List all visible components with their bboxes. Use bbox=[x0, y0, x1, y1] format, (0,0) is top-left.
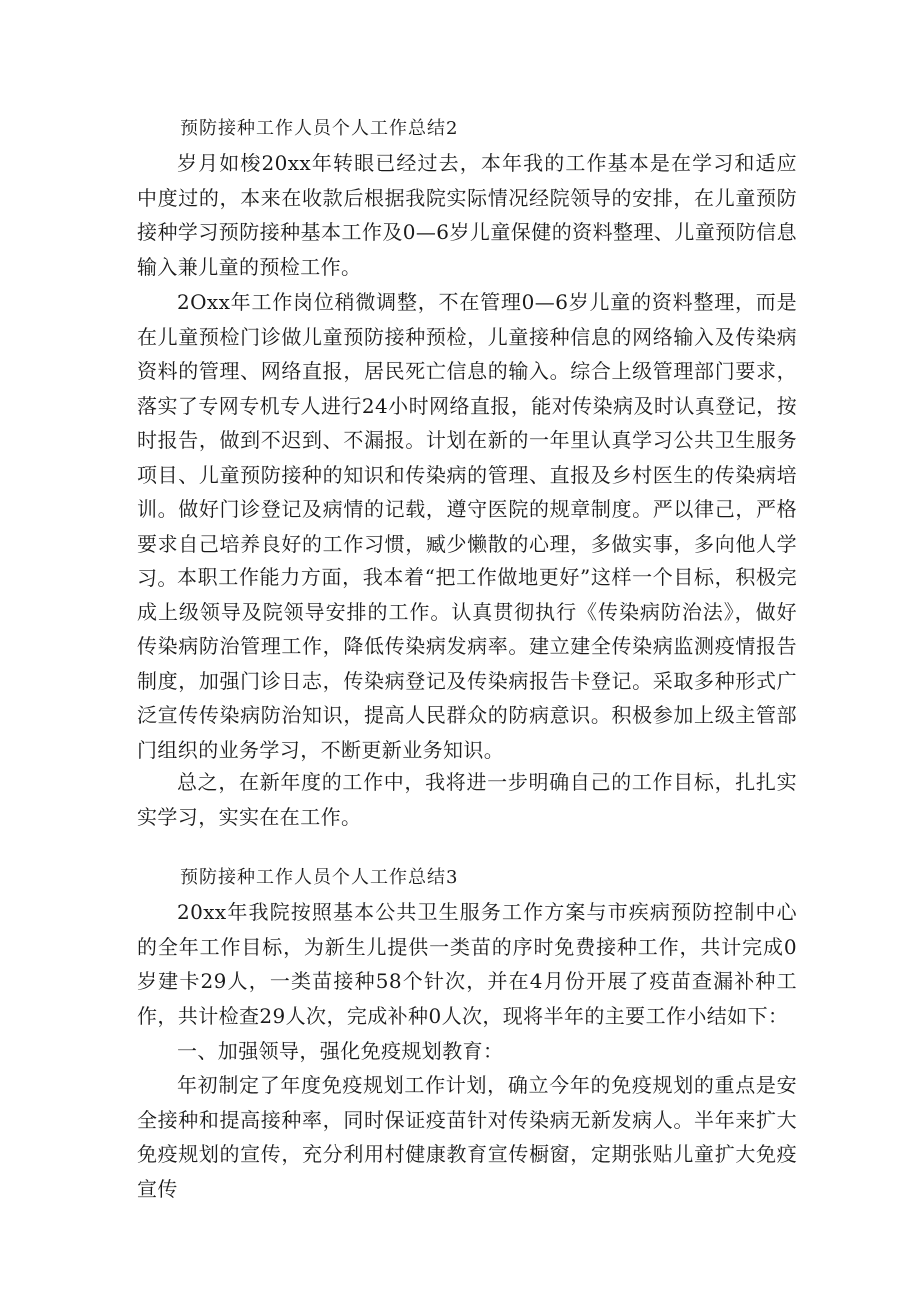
section-3-paragraph-1: 20xx年我院按照基本公共卫生服务工作方案与市疾病预防控制中心的全年工作目标，为新生儿提供一类苗的序时免费接种工作，共计完成0岁建卡29人，一类苗接种58个针次，并在4月份开展了疫苗查漏补种工作，共计检查29人次，完成补种0人次，现将半年的主要工作小结如下： bbox=[137, 900, 797, 1028]
section-2-title: 预防接种工作人员个人工作总结2 bbox=[180, 118, 459, 139]
section-2-paragraph-3: 本职工作能力方面，我本着“把工作做地更好”这样一个目标，积极完成上级领导及院领导安排的工作。认真贯彻执行《传染病防治法》，做好传染病防治管理工作，降低传染病发病率。建立建全传染病监测疫情报告制度，加强门诊日志，传染病登记及传染病报告卡登记。采取多种形式广泛宣传传染病防治知识，提高人民群众的防病意识。积极参加上级主管部门组织的业务学习，不断更新业务知识。 bbox=[137, 565, 797, 762]
section-3-title: 预防接种工作人员个人工作总结3 bbox=[180, 867, 459, 888]
section-2-paragraph-4: 总之，在新年度的工作中，我将进一步明确自己的工作目标，扎扎实实学习，实实在在工作。 bbox=[137, 770, 797, 829]
section-2-paragraph-2: 2Oxx年工作岗位稍微调整，不在管理0—6岁儿童的资料整理，而是在儿童预检门诊做儿童预防接种预检，儿童接种信息的网络输入及传染病资料的管理、网络直报，居民死亡信息的输入。综合上级管理部门要求，落实了专网专机专人进行24小时网络直报，能对传染病及时认真登记，按时报告，做到不迟到、不漏报。计划在新的一年里认真学习公共卫生服务项目、儿童预防接种的知识和传染病的管理、直报及乡村医生的传染病培训。做好门诊登记及病情的记载，遵守医院的规章制度。严以律己，严格要求自己培养良好的工作习惯，臧少懒散的心理，多做实事，多向他人学习。 bbox=[137, 290, 797, 590]
section-3-paragraph-3: 年初制定了年度免疫规划工作计划，确立今年的免疫规划的重点是安全接种和提高接种率，同时保证疫苗针对传染病无新发病人。半年来扩大免疫规划的宣传，充分利用村健康教育宣传橱窗，定期张贴儿童扩大免疫宣传 bbox=[137, 1073, 797, 1201]
section-2-paragraph-1: 岁月如梭20xx年转眼已经过去，本年我的工作基本是在学习和适应中度过的，本来在收款后根据我院实际情况经院领导的安排，在儿童预防接种学习预防接种基本工作及0—6岁儿童保健的资料整理、儿童预防信息输入兼儿童的预检工作。 bbox=[137, 151, 797, 279]
section-3-paragraph-2: 一、加强领导，强化免疫规划教育： bbox=[177, 1039, 504, 1063]
